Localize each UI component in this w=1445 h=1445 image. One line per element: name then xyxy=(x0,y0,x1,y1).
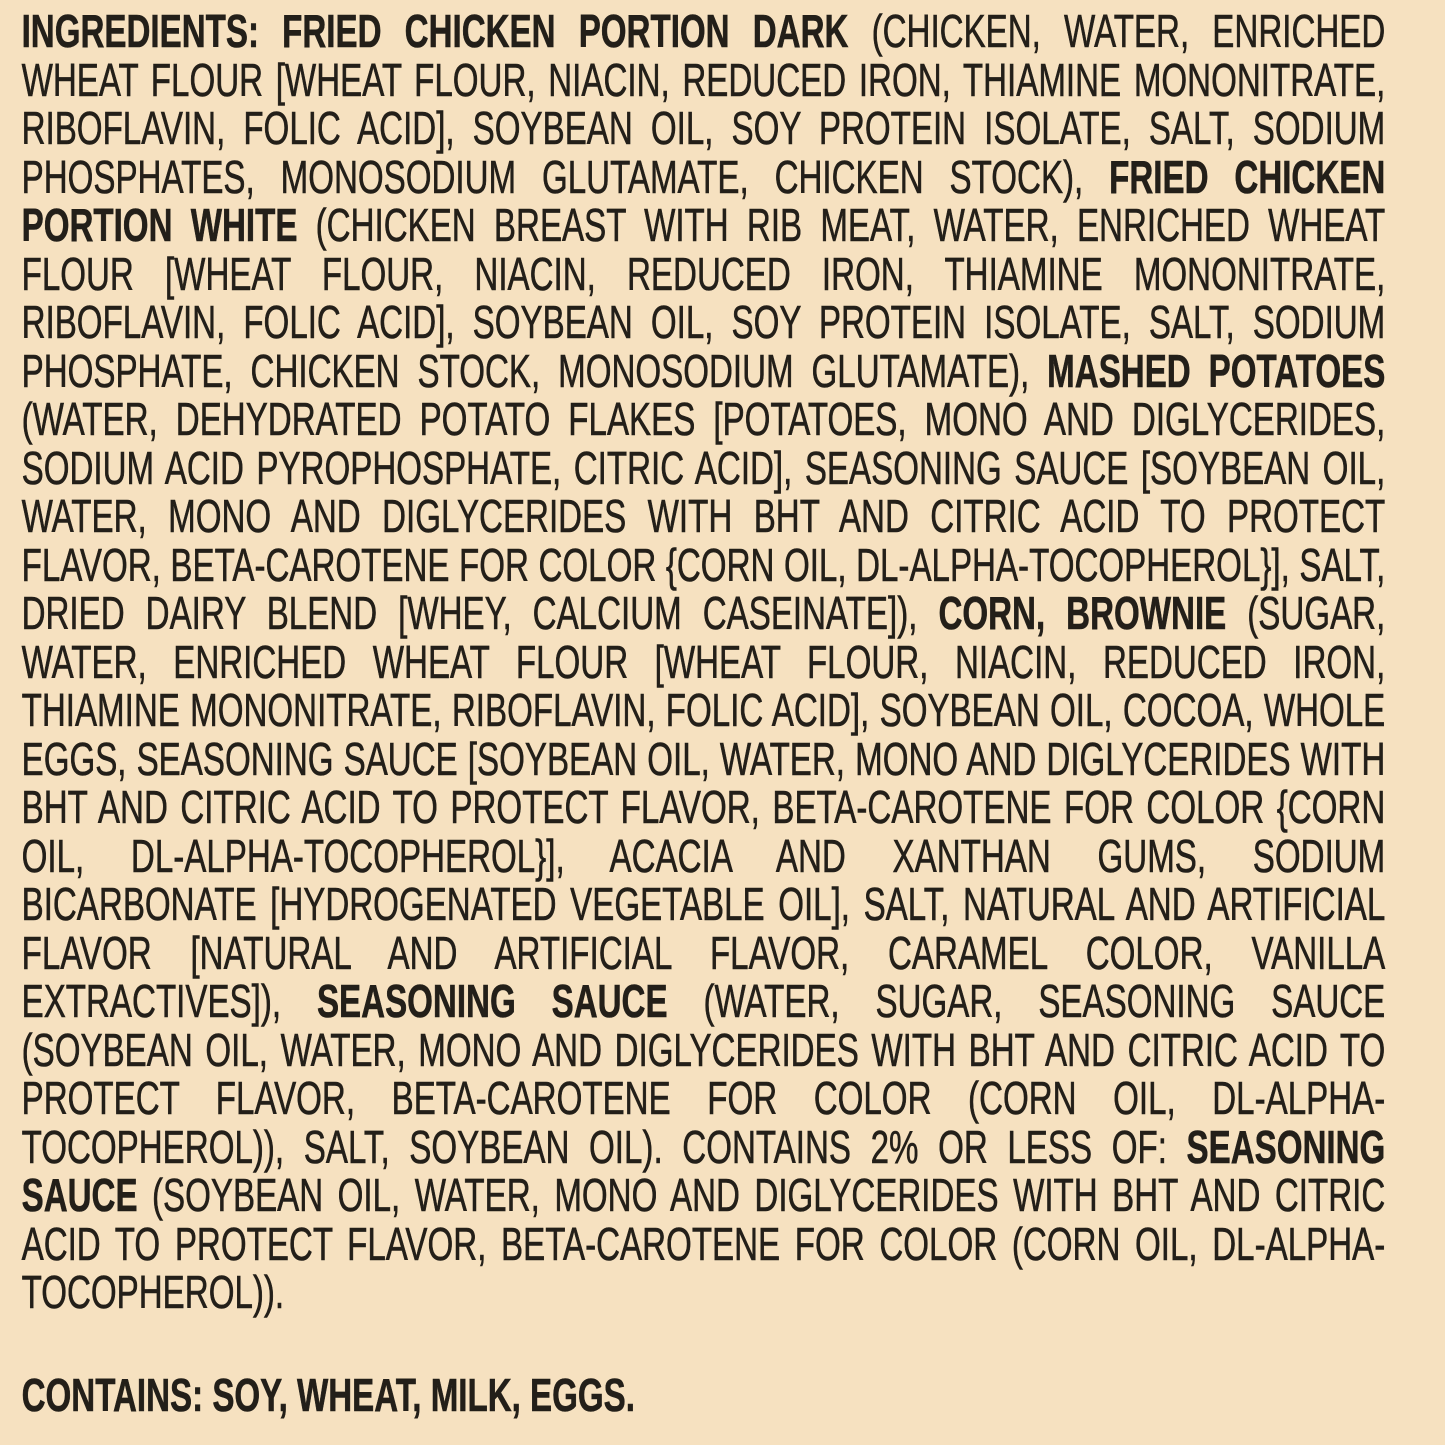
ingredient-detail: (WATER, SUGAR, SEASONING SAUCE (SOYBEAN OIL, WATER, MONO AND DIGLYCERIDES WITH BHT AND CITRIC ACID TO PROTECT FLAVOR, BETA-CAROTENE FOR COLOR (CORN OIL, DL-ALPHA-TOCOPHEROL)), SALT, SOYBEAN OIL). CONTAINS 2% OR LESS OF: xyxy=(21,975,1386,1173)
ingredient-name: FRIED CHICKEN PORTION DARK xyxy=(282,5,872,57)
allergen-statement xyxy=(21,1368,1386,1421)
ingredient-name: SEASONING SAUCE xyxy=(316,975,704,1027)
allergen-text: CONTAINS: SOY, WHEAT, MILK, EGGS. xyxy=(21,1368,635,1421)
ingredients-paragraph xyxy=(22,7,1386,1317)
ingredient-detail: (CHICKEN, WATER, ENRICHED WHEAT FLOUR [WHEAT FLOUR, NIACIN, REDUCED IRON, THIAMINE MONONITRATE, RIBOFLAVIN, FOLIC ACID], SOYBEAN OIL, SOY PROTEIN ISOLATE, SALT, SODIUM PHOSPHATES, MONOSODIUM GLUTAMATE, CHICKEN STOCK), xyxy=(21,5,1386,203)
ingredient-detail: (CHICKEN BREAST WITH RIB MEAT, WATER, ENRICHED WHEAT FLOUR [WHEAT FLOUR, NIACIN, REDUCED IRON, THIAMINE MONONITRATE, RIBOFLAVIN, FOLIC ACID], SOYBEAN OIL, SOY PROTEIN ISOLATE, SALT, SODIUM PHOSPHATE, CHICKEN STOCK, MONOSODIUM GLUTAMATE), xyxy=(21,199,1386,397)
ingredient-name: CORN, BROWNIE xyxy=(938,587,1248,639)
ingredient-name: MASHED POTATOES xyxy=(1047,344,1386,397)
ingredient-detail: (SUGAR, WATER, ENRICHED WHEAT FLOUR [WHEAT FLOUR, NIACIN, REDUCED IRON, THIAMINE MONONITRATE, RIBOFLAVIN, FOLIC ACID], SOYBEAN OIL, COCOA, WHOLE EGGS, SEASONING SAUCE [SOYBEAN OIL, WATER, MONO AND DIGLYCERIDES WITH BHT AND CITRIC ACID TO PROTECT FLAVOR, BETA-CAROTENE FOR COLOR {CORN OIL, DL-ALPHA-TOCOPHEROL}], ACACIA AND XANTHAN GUMS, SODIUM BICARBONATE [HYDROGENATED VEGETABLE OIL], SALT, NATURAL AND ARTIFICIAL FLAVOR [NATURAL AND ARTIFICIAL FLAVOR, CARAMEL COLOR, VANILLA EXTRACTIVES]), xyxy=(21,587,1386,1027)
ingredient-name: FRIED CHICKEN PORTION WHITE xyxy=(21,150,1386,251)
ingredient-name: INGREDIENTS: xyxy=(21,5,283,57)
ingredient-name: SEASONING SAUCE xyxy=(21,1120,1386,1221)
ingredient-detail: (WATER, DEHYDRATED POTATO FLAKES [POTATOES, MONO AND DIGLYCERIDES, SODIUM ACID PYROPHOSPHATE, CITRIC ACID], SEASONING SAUCE [SOYBEAN OIL, WATER, MONO AND DIGLYCERIDES WITH BHT AND CITRIC ACID TO PROTECT FLAVOR, BETA-CAROTENE FOR COLOR {CORN OIL, DL-ALPHA-TOCOPHEROL}], SALT, DRIED DAIRY BLEND [WHEY, CALCIUM CASEINATE]), xyxy=(21,393,1386,639)
ingredient-detail: (SOYBEAN OIL, WATER, MONO AND DIGLYCERIDES WITH BHT AND CITRIC ACID TO PROTECT FLAVOR, BETA-CAROTENE FOR COLOR (CORN OIL, DL-ALPHA-TOCOPHEROL)). xyxy=(21,1169,1386,1318)
